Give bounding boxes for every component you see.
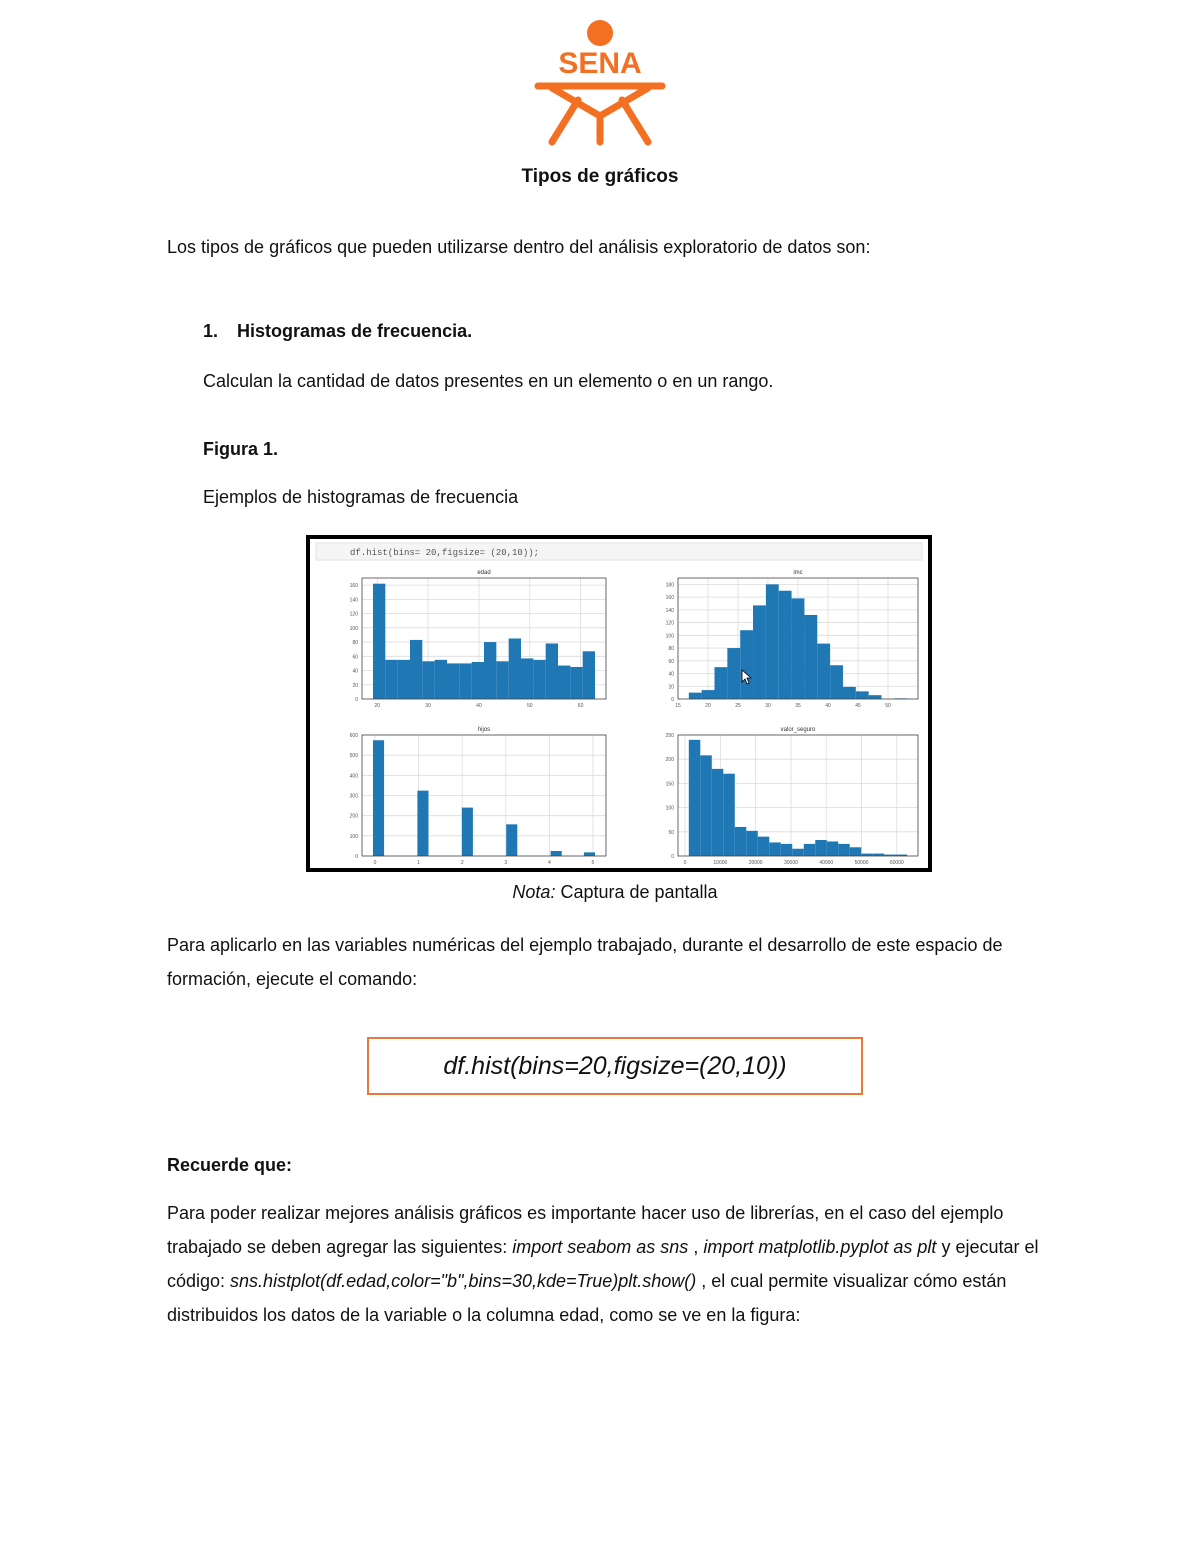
y-tick-label: 80: [352, 640, 358, 647]
y-tick-label: 120: [349, 611, 358, 618]
histogram-bar: [484, 642, 496, 699]
section-description: Calculan la cantidad de datos presentes en un elemento o en un rango.: [203, 371, 774, 391]
histogram-bar: [753, 605, 766, 699]
histogram-bar: [570, 667, 582, 699]
figure-screenshot: [306, 535, 932, 872]
histogram-bar: [817, 644, 830, 699]
p2-text-1: Para poder realizar mejores análisis gráficos es importante hacer uso de librerías, en el caso del ejemplo trabajado se deben agregar las siguientes:: [167, 1203, 1004, 1257]
y-tick-label: 160: [665, 595, 674, 602]
x-tick-label: 20000: [748, 860, 763, 866]
histogram-bar: [702, 690, 715, 699]
histogram-bar: [700, 755, 711, 856]
histogram-bar: [689, 740, 700, 856]
x-tick-label: 50: [885, 703, 891, 709]
histogram-bar: [558, 666, 570, 699]
x-tick-label: 20: [705, 703, 711, 709]
histogram-bar: [447, 663, 459, 699]
y-tick-label: 80: [668, 646, 674, 653]
histogram-bar: [385, 660, 397, 699]
y-tick-label: 140: [349, 597, 358, 604]
code-cell-text: df.hist(bins= 20,figsize= (20,10));: [350, 548, 540, 558]
p2-text-2: ,: [688, 1237, 704, 1257]
histogram-1: [666, 570, 918, 709]
x-tick-label: 40000: [819, 860, 834, 866]
y-tick-label: 140: [665, 607, 674, 614]
logo-figure: [538, 86, 662, 142]
logo-text: SENA: [558, 47, 642, 80]
histogram-bar: [509, 639, 521, 700]
y-tick-label: 100: [665, 633, 674, 640]
histogram-bar: [410, 640, 422, 699]
histogram-bar: [735, 827, 746, 856]
histogram-bar: [766, 584, 779, 699]
x-tick-label: 50: [526, 703, 533, 709]
histogram-bar: [533, 660, 545, 699]
y-tick-label: 0: [355, 697, 358, 703]
histogram-bar: [804, 844, 815, 856]
y-tick-label: 400: [349, 773, 358, 780]
histogram-bar: [781, 844, 792, 856]
y-tick-label: 300: [349, 793, 358, 800]
x-tick-label: 35: [795, 703, 801, 709]
y-tick-label: 250: [665, 733, 674, 739]
y-tick-label: 120: [665, 620, 674, 627]
histogram-bar: [712, 769, 723, 856]
histogram-bar: [838, 844, 849, 856]
histogram-bar: [584, 852, 595, 856]
histogram-bar: [459, 663, 471, 699]
y-tick-label: 160: [349, 583, 358, 590]
histogram-bar: [435, 660, 447, 699]
p2-code-seaborn: import seabom as sns: [512, 1237, 689, 1257]
histogram-bar: [856, 691, 869, 699]
histogram-bar: [727, 648, 740, 699]
figure-label: Figura 1.: [203, 439, 279, 459]
p2-code-matplotlib: import matplotlib.pyplot as plt: [703, 1237, 937, 1257]
y-tick-label: 20: [668, 684, 674, 691]
histogram-0: [350, 570, 606, 709]
histogram-bar: [869, 695, 882, 699]
y-tick-label: 40: [668, 671, 674, 678]
page-title: Tipos de gráficos: [521, 166, 679, 187]
histogram-bar: [723, 774, 734, 856]
command-text: df.hist(bins=20,figsize=(20,10)): [443, 1051, 787, 1080]
y-tick-label: 180: [665, 582, 674, 589]
histogram-bar: [792, 598, 805, 699]
x-tick-label: 60000: [889, 860, 904, 866]
libraries-paragraph: [167, 1196, 1047, 1332]
histogram-bar: [843, 687, 856, 699]
histogram-3: [666, 727, 918, 866]
histogram-bar: [462, 808, 473, 856]
x-tick-label: 30: [425, 703, 431, 709]
histogram-bar: [804, 615, 817, 699]
y-tick-label: 600: [349, 733, 358, 739]
y-tick-label: 200: [665, 757, 674, 764]
histogram-bar: [506, 824, 517, 856]
histogram-bar: [472, 662, 484, 699]
x-tick-label: 60: [577, 703, 584, 709]
subplot-title: edad: [477, 570, 491, 576]
histogram-bar: [583, 651, 595, 699]
x-tick-label: 20: [374, 703, 381, 709]
y-tick-label: 60: [668, 658, 674, 665]
x-tick-label: 40: [476, 703, 482, 709]
histogram-bar: [815, 840, 826, 856]
x-tick-label: 30000: [783, 860, 798, 866]
y-tick-label: 500: [349, 753, 358, 760]
y-tick-label: 200: [349, 813, 358, 820]
histogram-bar: [398, 660, 410, 699]
x-tick-label: 50000: [854, 860, 869, 866]
intro-text: Los tipos de gráficos que pueden utilizarse dentro del análisis exploratorio de datos son:: [167, 237, 871, 257]
x-tick-label: 5: [591, 860, 595, 866]
y-tick-label: 0: [671, 854, 674, 860]
figure-caption: Ejemplos de histogramas de frecuencia: [203, 487, 519, 507]
y-tick-label: 100: [349, 625, 358, 632]
p2-text-3: y ejecutar el código:: [167, 1237, 1039, 1291]
section-number: 1.: [203, 321, 219, 341]
sena-logo: [530, 16, 670, 146]
x-tick-label: 30: [765, 703, 771, 709]
figure-note: [0, 882, 1200, 903]
histogram-2: [350, 727, 606, 866]
x-tick-label: 45: [855, 703, 861, 709]
x-tick-label: 25: [735, 703, 741, 709]
histogram-bar: [779, 591, 792, 699]
histogram-bar: [422, 661, 434, 699]
section-heading: [203, 314, 472, 348]
histogram-bar: [758, 837, 769, 856]
histogram-bar: [373, 740, 384, 856]
histogram-bar: [689, 693, 702, 699]
y-tick-label: 60: [352, 654, 358, 661]
y-tick-label: 100: [665, 805, 674, 812]
y-tick-label: 50: [668, 829, 674, 836]
x-tick-label: 3: [504, 860, 508, 866]
histogram-bar: [546, 643, 558, 699]
subplot-title: valor_seguro: [780, 727, 816, 733]
histogram-bar: [830, 665, 843, 699]
histogram-bar: [792, 849, 803, 856]
histogram-bar: [714, 667, 727, 699]
histogram-figure: [310, 539, 928, 868]
x-tick-label: 40: [825, 703, 831, 709]
histogram-bar: [496, 661, 508, 699]
note-prefix: Nota:: [512, 882, 556, 902]
y-tick-label: 20: [352, 682, 358, 689]
x-tick-label: 1: [417, 860, 421, 866]
remember-heading: Recuerde que:: [167, 1155, 293, 1175]
x-tick-label: 10000: [713, 860, 728, 866]
logo-head-circle: [587, 20, 613, 46]
y-tick-label: 0: [355, 854, 358, 860]
x-tick-label: 4: [547, 860, 551, 866]
y-tick-label: 0: [671, 697, 674, 703]
y-tick-label: 40: [352, 668, 358, 675]
histogram-bar: [850, 847, 861, 856]
x-tick-label: 0: [373, 860, 377, 866]
y-tick-label: 100: [349, 833, 358, 840]
histogram-bar: [740, 630, 753, 699]
histogram-bar: [769, 842, 780, 856]
histogram-bar: [551, 851, 562, 856]
instruction-paragraph: Para aplicarlo en las variables numéricas del ejemplo trabajado, durante el desarrollo de este espacio de formación, ejecute el comando:: [167, 935, 1003, 989]
section-title: Histogramas de frecuencia.: [237, 321, 473, 341]
subplot-title: imc: [793, 570, 803, 576]
x-tick-label: 15: [675, 703, 681, 709]
histogram-bar: [417, 791, 428, 856]
histogram-bar: [373, 584, 385, 699]
command-box: [367, 1037, 863, 1095]
x-tick-label: 0: [683, 860, 687, 866]
p2-code-histplot: sns.histplot(df.edad,color="b",bins=30,kde=True)plt.show(): [230, 1271, 697, 1291]
histogram-bar: [827, 841, 838, 856]
note-text: Captura de pantalla: [555, 882, 718, 902]
p2-text-4: , el cual permite visualizar cómo están distribuidos los datos de la variable o la columna edad, como se ve en la figura:: [167, 1271, 1007, 1325]
histogram-bar: [746, 831, 757, 856]
x-tick-label: 2: [460, 860, 464, 866]
subplot-title: hijos: [477, 727, 491, 733]
y-tick-label: 150: [665, 781, 674, 788]
histogram-bar: [521, 658, 533, 699]
